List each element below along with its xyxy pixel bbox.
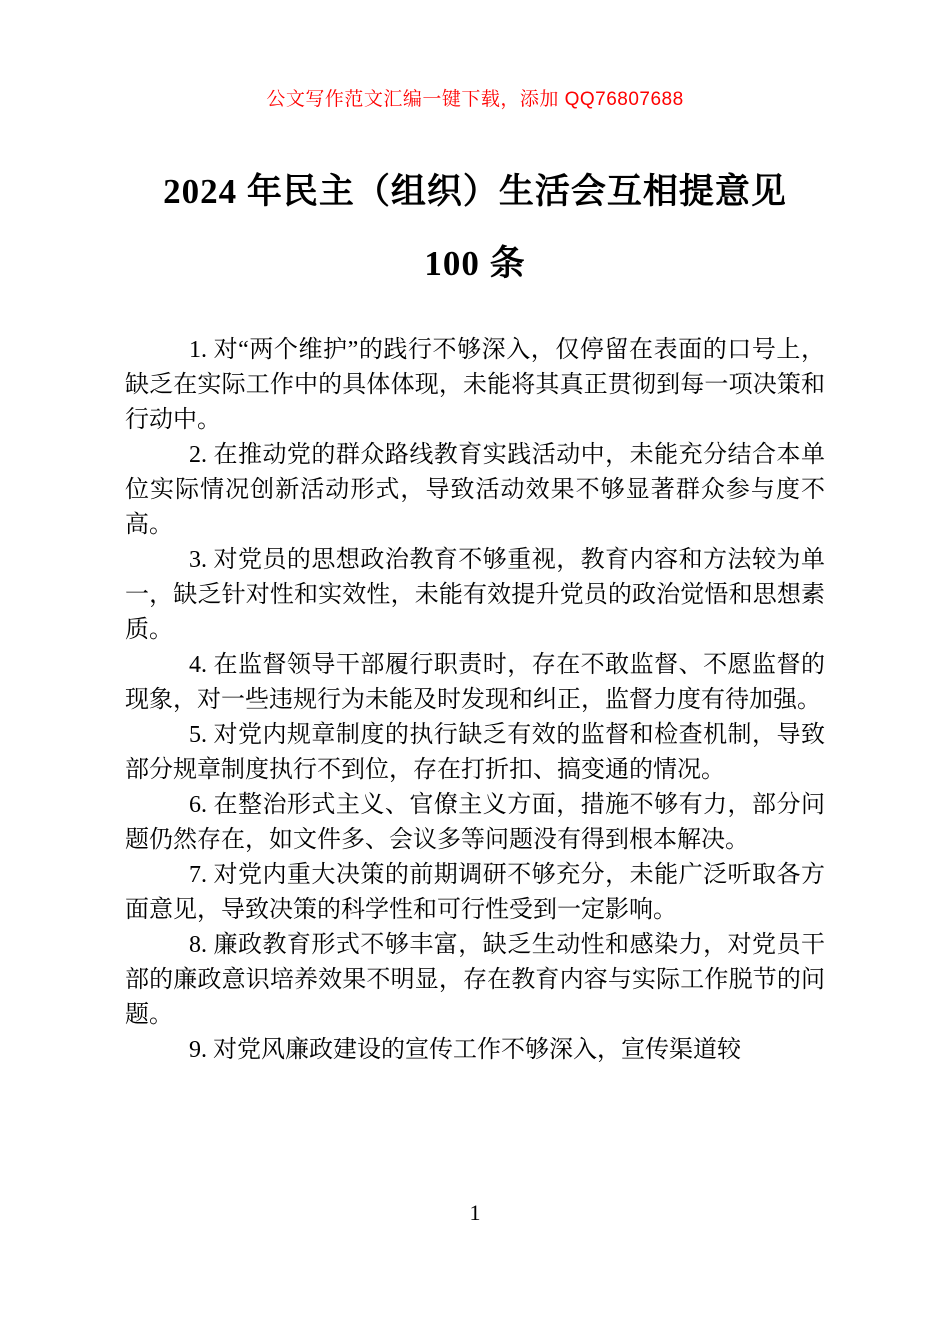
promo-banner: 公文写作范文汇编一键下载，添加 QQ76807688: [266, 89, 684, 110]
doc-title-line-1: 2024 年民主（组织）生活会互相提意见: [163, 172, 787, 211]
paragraph: 4. 在监督领导干部履行职责时，存在不敢监督、不愿监督的现象，对一些违规行为未能及时发现和纠正，监督力度有待加强。: [125, 652, 825, 713]
paragraph: 2. 在推动党的群众路线教育实践活动中，未能充分结合本单位实际情况创新活动形式，导致活动效果不够显著群众参与度不高。: [125, 442, 825, 538]
document-body: [125, 333, 825, 1068]
paragraph: 8. 廉政教育形式不够丰富，缺乏生动性和感染力，对党员干部的廉政意识培养效果不明显，存在教育内容与实际工作脱节的问题。: [125, 932, 825, 1028]
paragraph: 5. 对党内规章制度的执行缺乏有效的监督和检查机制，导致部分规章制度执行不到位，存在打折扣、搞变通的情况。: [125, 722, 825, 783]
page-number: 1: [469, 1200, 481, 1225]
doc-title-line-2: 100 条: [424, 244, 526, 283]
paragraph: 6. 在整治形式主义、官僚主义方面，措施不够有力，部分问题仍然存在，如文件多、会议多等问题没有得到根本解决。: [125, 792, 825, 853]
paragraph: 1. 对“两个维护”的践行不够深入，仅停留在表面的口号上，缺乏在实际工作中的具体体现，未能将其真正贯彻到每一项决策和行动中。: [125, 337, 825, 433]
paragraph: 9. 对党风廉政建设的宣传工作不够深入，宣传渠道较: [189, 1037, 741, 1063]
paragraph: 7. 对党内重大决策的前期调研不够充分，未能广泛听取各方面意见，导致决策的科学性和可行性受到一定影响。: [125, 862, 825, 923]
paragraph: 3. 对党员的思想政治教育不够重视，教育内容和方法较为单一，缺乏针对性和实效性，未能有效提升党员的政治觉悟和思想素质。: [125, 547, 825, 643]
